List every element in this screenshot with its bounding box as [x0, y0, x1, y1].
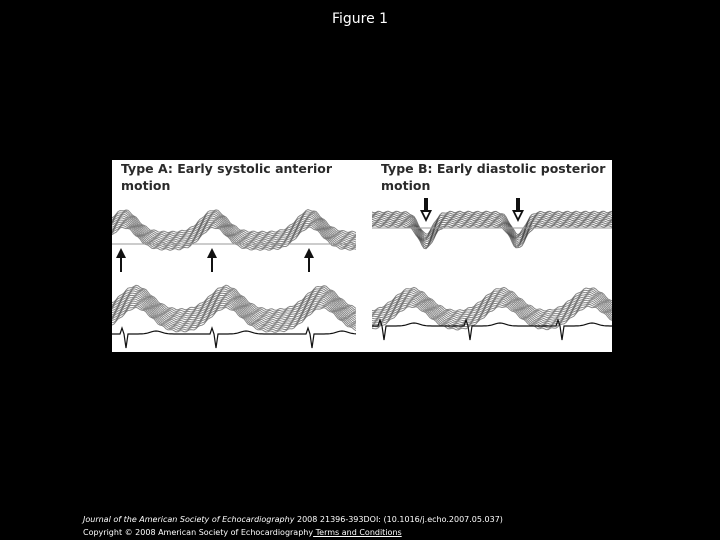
upper-wall-band — [372, 211, 612, 249]
terms-link[interactable]: Terms and Conditions — [313, 528, 402, 537]
echo-line — [372, 226, 612, 249]
echocardiogram-figure — [112, 160, 612, 352]
down-arrow-icon — [512, 198, 524, 222]
copyright-line — [83, 528, 402, 537]
arrow-group — [116, 248, 314, 272]
echo-line — [372, 296, 612, 320]
citation-line — [83, 515, 503, 524]
journal-name: Journal of the American Society of Echocardiography — [83, 515, 295, 524]
up-arrow-icon — [207, 248, 217, 272]
up-arrow-icon — [304, 248, 314, 272]
panel-type-b — [372, 160, 612, 352]
ecg-trace — [372, 320, 612, 340]
panel-b-label: Type B: Early diastolic posterior motion — [381, 161, 606, 193]
panel-a-label: Type A: Early systolic anterior motion — [121, 161, 333, 193]
up-arrow-icon — [116, 248, 126, 272]
citation-details: 2008 21396-393DOI: (10.1016/j.echo.2007.05.037) — [294, 515, 503, 524]
copyright-text: Copyright © 2008 American Society of Echocardiography — [83, 528, 314, 537]
ecg-trace — [112, 328, 356, 348]
lower-wall-band — [112, 285, 356, 332]
lower-wall-band — [372, 287, 612, 330]
figure-title: Figure 1 — [331, 11, 389, 27]
down-arrow-icon — [420, 198, 432, 222]
panel-type-a — [112, 160, 356, 352]
